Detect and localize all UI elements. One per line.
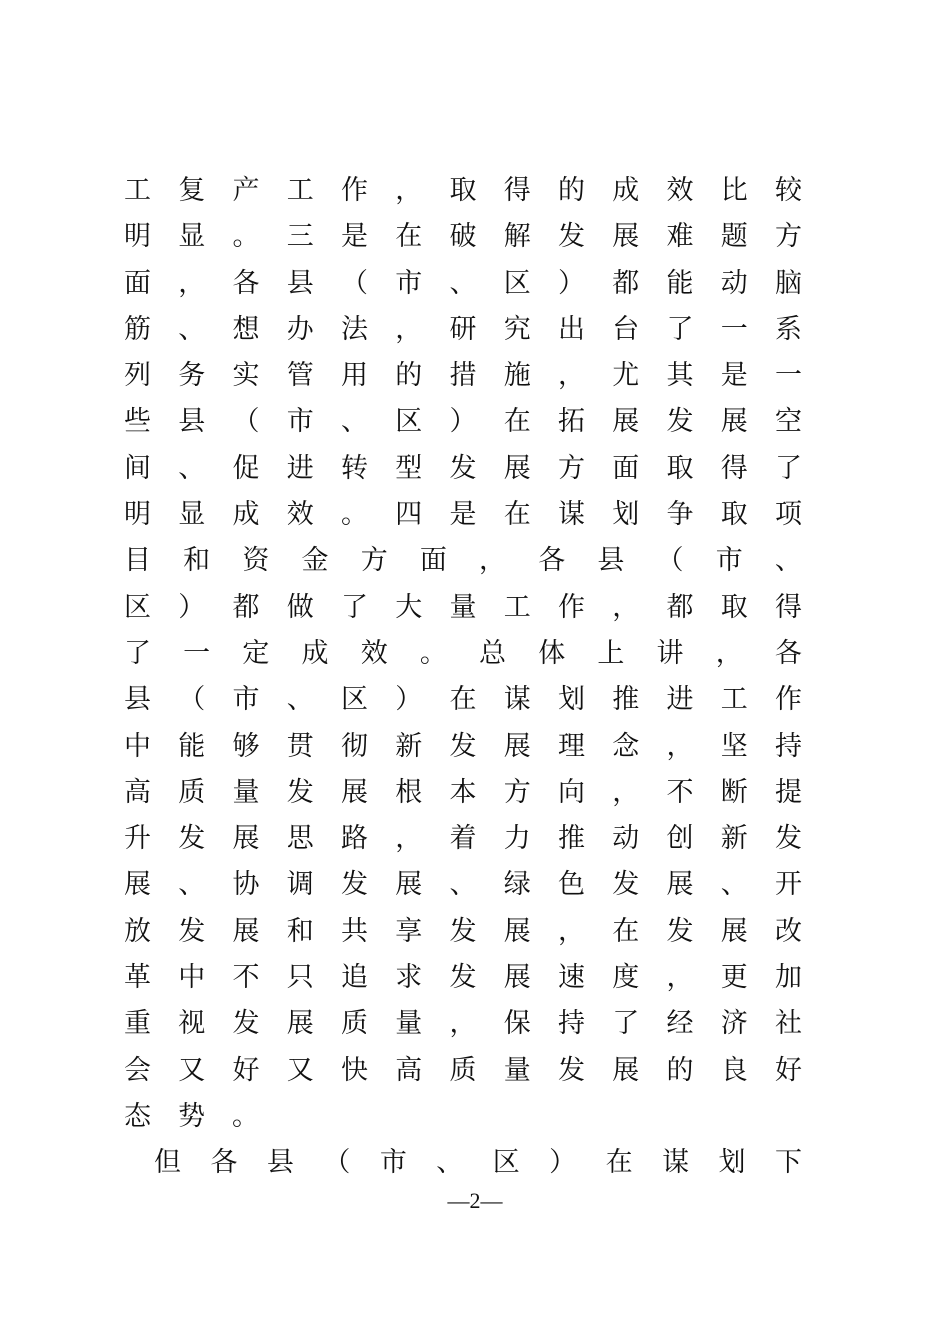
body-text bbox=[124, 168, 802, 1187]
text-line: 放 发 展 和 共 享 发 展 ， 在 发 展 改 bbox=[124, 915, 802, 947]
text-line: 些 县 （ 市 、 区 ） 在 拓 展 发 展 空 bbox=[124, 406, 802, 438]
text-line: 高 质 量 发 展 根 本 方 向 ， 不 断 提 bbox=[124, 776, 802, 808]
text-line: 但 各 县 （ 市 、 区 ） 在 谋 划 下 bbox=[154, 1147, 802, 1179]
text-line: 明 显 成 效 。 四 是 在 谋 划 争 取 项 bbox=[124, 499, 802, 531]
text-line: 明 显 。 三 是 在 破 解 发 展 难 题 方 bbox=[124, 221, 802, 253]
text-line: 目 和 资 金 方 面 ， 各 县 （ 市 、 bbox=[124, 545, 802, 577]
text-line: 工 复 产 工 作 ， 取 得 的 成 效 比 较 bbox=[124, 175, 802, 206]
text-line: 会 又 好 又 快 高 质 量 发 展 的 良 好 bbox=[124, 1054, 802, 1086]
text-line: 面 ， 各 县 （ 市 、 区 ） 都 能 动 脑 bbox=[124, 267, 802, 299]
text-line: 区 ） 都 做 了 大 量 工 作 ， 都 取 得 bbox=[124, 591, 802, 623]
text-line: 筋 、 想 办 法 ， 研 究 出 台 了 一 系 bbox=[124, 313, 802, 345]
text-line: 县 （ 市 、 区 ） 在 谋 划 推 进 工 作 bbox=[124, 684, 802, 716]
text-line: 态 势 。 bbox=[124, 1100, 259, 1132]
text-line: 革 中 不 只 追 求 发 展 速 度 ， 更 加 bbox=[124, 962, 802, 994]
text-line: 了 一 定 成 效 。 总 体 上 讲 ， 各 bbox=[124, 637, 802, 669]
text-line: 间 、 促 进 转 型 发 展 方 面 取 得 了 bbox=[124, 452, 802, 484]
page-number: —2— bbox=[447, 1188, 503, 1213]
text-line: 展 、 协 调 发 展 、 绿 色 发 展 、 开 bbox=[124, 869, 802, 901]
text-line: 列 务 实 管 用 的 措 施 ， 尤 其 是 一 bbox=[124, 360, 802, 392]
text-line: 升 发 展 思 路 ， 着 力 推 动 创 新 发 bbox=[124, 823, 802, 855]
text-line: 重 视 发 展 质 量 ， 保 持 了 经 济 社 bbox=[124, 1008, 802, 1040]
text-line: 中 能 够 贯 彻 新 发 展 理 念 ， 坚 持 bbox=[124, 730, 802, 762]
